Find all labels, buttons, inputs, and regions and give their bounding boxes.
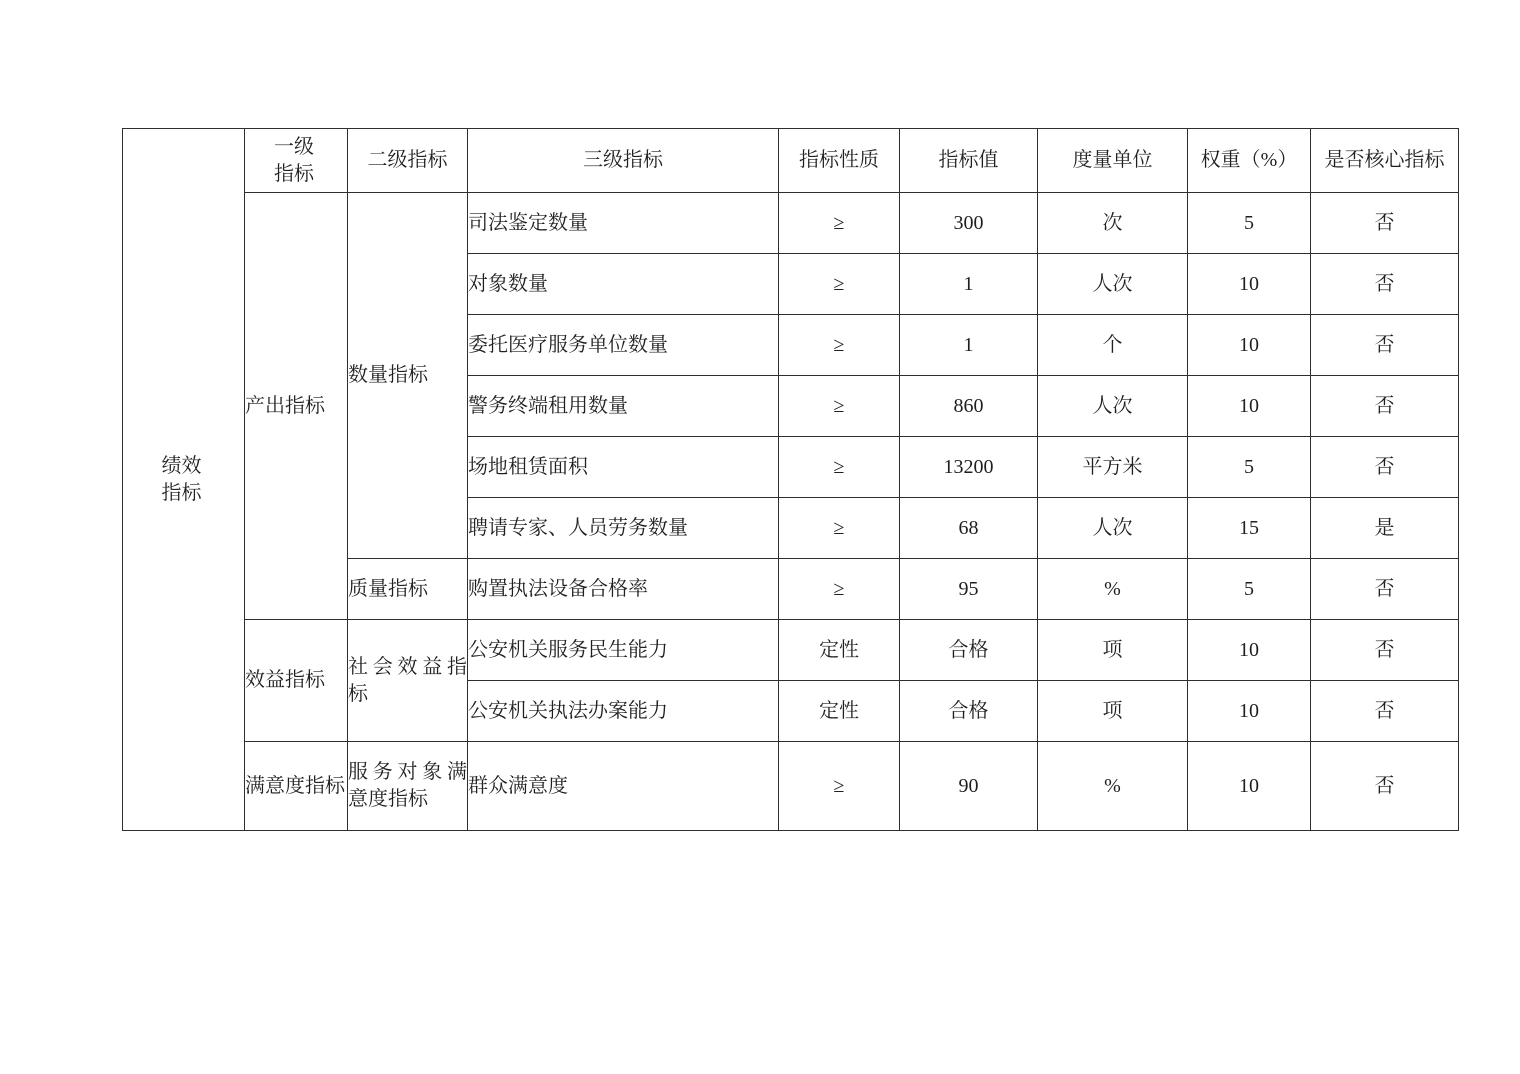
cell-core: 否 [1311,254,1459,315]
cell-value: 1 [900,254,1038,315]
cell-value: 300 [900,193,1038,254]
cell-weight: 5 [1188,559,1311,620]
header-level1: 一级指标 [245,129,348,193]
header-core: 是否核心指标 [1311,129,1459,193]
cell-l1-satisfaction: 满意度指标 [245,742,348,831]
cell-core: 是 [1311,498,1459,559]
header-unit: 度量单位 [1038,129,1188,193]
cell-indicator: 公安机关服务民生能力 [468,620,779,681]
cell-nature: ≥ [779,498,900,559]
header-level3: 三级指标 [468,129,779,193]
row-group-label-cell [123,129,245,831]
cell-value: 68 [900,498,1038,559]
cell-unit: 次 [1038,193,1188,254]
cell-l1-output: 产出指标 [245,193,348,620]
cell-nature: ≥ [779,437,900,498]
cell-core: 否 [1311,376,1459,437]
cell-core: 否 [1311,681,1459,742]
cell-value: 13200 [900,437,1038,498]
cell-unit: 个 [1038,315,1188,376]
cell-indicator: 对象数量 [468,254,779,315]
header-value: 指标值 [900,129,1038,193]
cell-nature: 定性 [779,620,900,681]
cell-value: 95 [900,559,1038,620]
cell-nature: ≥ [779,559,900,620]
cell-weight: 10 [1188,681,1311,742]
cell-unit: % [1038,742,1188,831]
cell-unit: 人次 [1038,376,1188,437]
cell-value: 1 [900,315,1038,376]
cell-unit: 人次 [1038,498,1188,559]
cell-weight: 15 [1188,498,1311,559]
cell-nature: ≥ [779,376,900,437]
cell-unit: 项 [1038,681,1188,742]
cell-unit: 平方米 [1038,437,1188,498]
cell-indicator: 聘请专家、人员劳务数量 [468,498,779,559]
cell-value: 860 [900,376,1038,437]
cell-weight: 10 [1188,315,1311,376]
cell-core: 否 [1311,742,1459,831]
cell-l1-benefit: 效益指标 [245,620,348,742]
cell-weight: 10 [1188,620,1311,681]
cell-l2-quantity: 数量指标 [348,193,468,559]
cell-indicator: 委托医疗服务单位数量 [468,315,779,376]
header-nature: 指标性质 [779,129,900,193]
table-header-row [123,129,1459,193]
row-group-label: 绩效指标 [161,454,202,504]
cell-indicator: 购置执法设备合格率 [468,559,779,620]
table-row [123,742,1459,831]
cell-core: 否 [1311,193,1459,254]
cell-nature: ≥ [779,254,900,315]
cell-unit: 人次 [1038,254,1188,315]
header-level2: 二级指标 [348,129,468,193]
cell-nature: ≥ [779,315,900,376]
cell-nature: ≥ [779,193,900,254]
cell-indicator: 司法鉴定数量 [468,193,779,254]
table-row [123,193,1459,254]
cell-core: 否 [1311,559,1459,620]
table-row [123,620,1459,681]
cell-weight: 5 [1188,193,1311,254]
cell-weight: 10 [1188,376,1311,437]
performance-indicator-table [122,128,1459,831]
cell-unit: % [1038,559,1188,620]
cell-nature: 定性 [779,681,900,742]
cell-l2-quality: 质量指标 [348,559,468,620]
cell-l2-social: 社会效益指标 [348,620,468,742]
cell-value: 合格 [900,620,1038,681]
cell-weight: 10 [1188,742,1311,831]
cell-core: 否 [1311,437,1459,498]
cell-indicator: 群众满意度 [468,742,779,831]
cell-indicator: 公安机关执法办案能力 [468,681,779,742]
cell-nature: ≥ [779,742,900,831]
cell-indicator: 场地租赁面积 [468,437,779,498]
cell-l2-service: 服务对象满意度指标 [348,742,468,831]
cell-value: 90 [900,742,1038,831]
cell-indicator: 警务终端租用数量 [468,376,779,437]
cell-value: 合格 [900,681,1038,742]
cell-unit: 项 [1038,620,1188,681]
cell-core: 否 [1311,620,1459,681]
cell-core: 否 [1311,315,1459,376]
header-weight: 权重（%） [1188,129,1311,193]
cell-weight: 5 [1188,437,1311,498]
cell-weight: 10 [1188,254,1311,315]
